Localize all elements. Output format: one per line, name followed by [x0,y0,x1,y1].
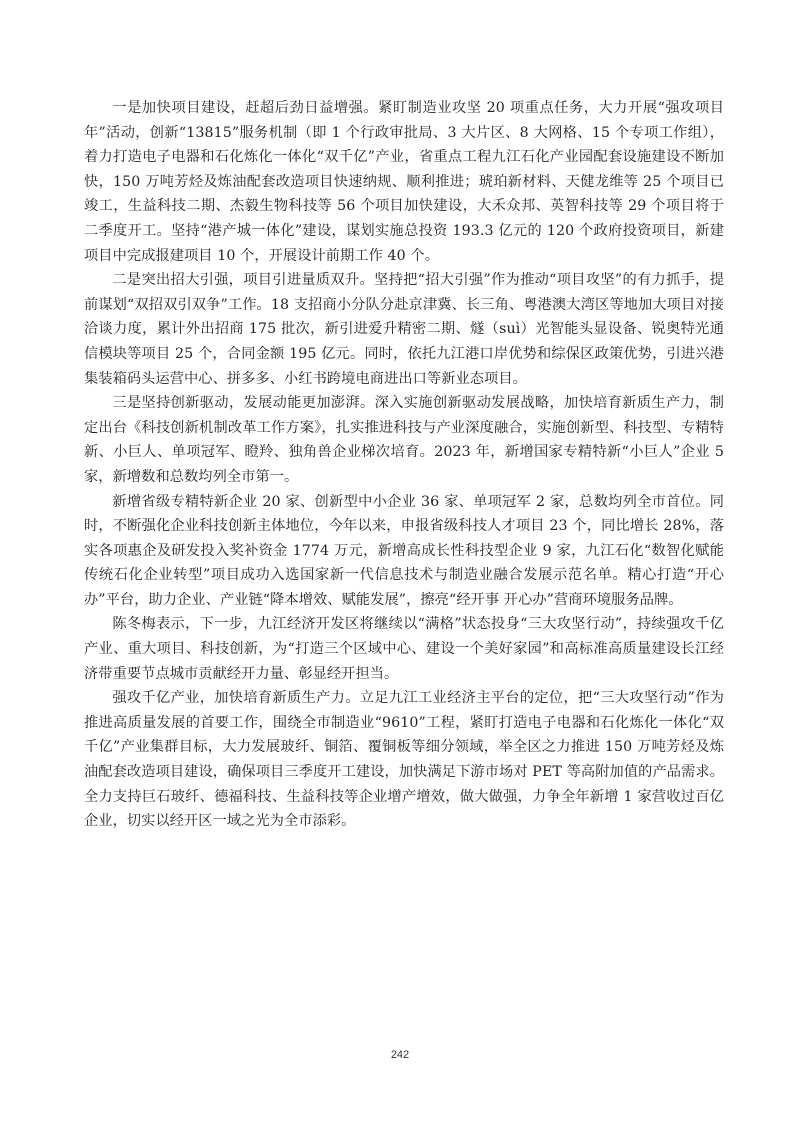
paragraph-thousand-billion-industry: 强攻千亿产业，加快培育新质生产力。立足九江工业经济主平台的定位，把“三大攻坚行动”作为推进高质量发展的首要工作，围绕全市制造业“9610”工程，紧盯打造电子电器和石化炼化一体化“双千亿”产业集群目标，大力发展玻纤、铜箔、覆铜板等细分领域，举全区之力推进 150 万吨芳烃及炼油配套改造项目建设，确保项目三季度开工建设，加快满足下游市场对 PET 等高附加值的产品需求。全力支持巨石玻纤、德福科技、生益科技等企业增产增效，做大做强，力争全年新增 1 家营收过百亿企业，切实以经开区一域之光为全市添彩。 [84,690,724,830]
paragraph-next-steps: 陈冬梅表示，下一步，九江经济开发区将继续以“满格”状态投身“三大攻坚行动”，持续强攻千亿产业、重大项目、科技创新，为“打造三个区域中心、建设一个美好家园”和高标准高质量建设长江经济带重要节点城市贡献经开力量、彰显经开担当。 [84,616,724,682]
page-number: 242 [390,1049,410,1061]
article-body [84,96,724,834]
paragraph-innovation-drive: 三是坚持创新驱动，发展动能更加澎湃。深入实施创新驱动发展战略，加快培育新质生产力，制定出台《科技创新机制改革工作方案》，扎实推进科技与产业深度融合，实施创新型、科技型、专精特新、小巨人、单项冠军、瞪羚、独角兽企业梯次培育。2023 年，新增国家专精特新“小巨人”企业 5 家，新增数和总数均列全市第一。 [84,395,724,485]
paragraph-project-construction: 一是加快项目建设，赶超后劲日益增强。紧盯制造业攻坚 20 项重点任务，大力开展“强攻项目年”活动，创新“13815”服务机制（即 1 个行政审批局、3 大片区、8 大网格、15 个专项工作组），着力打造电子电器和石化炼化一体化“双千亿”产业，省重点工程九江石化产业园配套设施建设不断加快，150 万吨芳烃及炼油配套改造项目快速纳规、顺利推进；琥珀新材料、天健龙维等 25 个项目已竣工，生益科技二期、杰毅生物科技等 56 个项目加快建设，大禾众邦、英智科技等 29 个项目将于二季度开工。坚持“港产城一体化”建设，谋划实施总投资 193.3 亿元的 120 个政府投资项目，新建项目中完成报建项目 10 个，开展设计前期工作 40 个。 [84,100,724,264]
paragraph-specialized-enterprises: 新增省级专精特新企业 20 家、创新型中小企业 36 家、单项冠军 2 家，总数均列全市首位。同时，不断强化企业科技创新主体地位，今年以来，申报省级科技人才项目 23 个，同比增长 28%，落实各项惠企及研发投入奖补资金 1774 万元，新增高成长性科技型企业 9 家，九江石化“数智化赋能传统石化企业转型”项目成功入选国家新一代信息技术与制造业融合发展示范名单。精心打造“开心办”平台，助力企业、产业链“降本增效、赋能发展”，擦亮“经开事 开心办”营商环境服务品牌。 [84,493,724,608]
paragraph-investment-attraction: 二是突出招大引强，项目引进量质双升。坚持把“招大引强”作为推动“项目攻坚”的有力抓手，提前谋划“双招双引双争”工作。18 支招商小分队分赴京津冀、长三角、粤港澳大湾区等地加大项目对接洽谈力度，累计外出招商 175 批次，新引进爱升精密二期、燧（suì）光智能头显设备、锐奥特光通信模块等项目 25 个，合同金额 195 亿元。同时，依托九江港口岸优势和综保区政策优势，引进兴港集装箱码头运营中心、拼多多、小红书跨境电商进出口等新业态项目。 [84,272,724,387]
